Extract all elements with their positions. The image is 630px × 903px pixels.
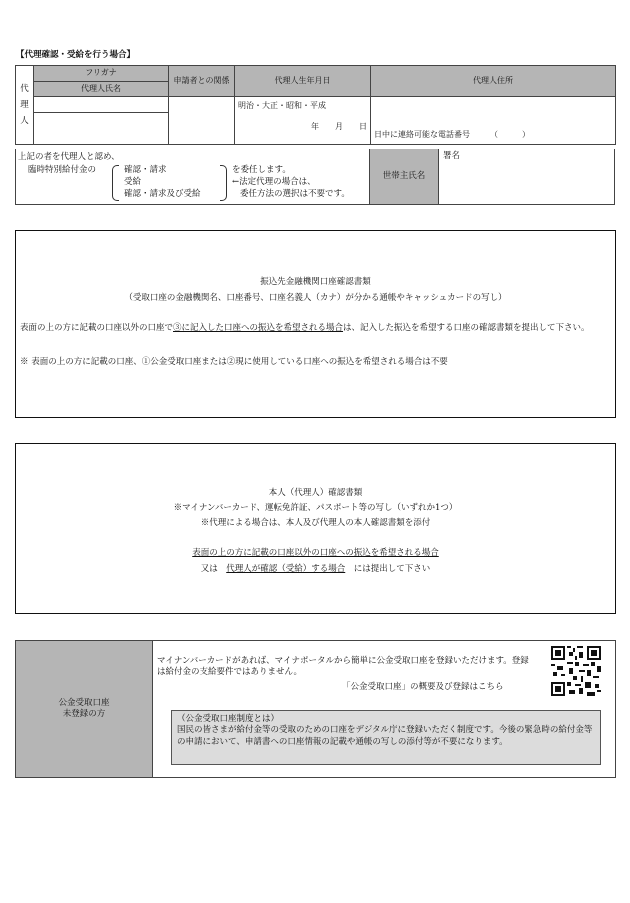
bank-body [20, 323, 611, 334]
bank-title: 振込先金融機関口座確認書類 [260, 277, 371, 287]
delegate-right-2: ←法定代理の場合は、 [232, 176, 316, 187]
id-title: 本人（代理人）確認書類 [268, 488, 363, 498]
public-account-text: マイナンバーカードがあれば、マイナポータルから簡単に公金受取口座を登録いただけます。登録は給付金の支給要件ではありません。 [157, 656, 529, 678]
public-account-label-1: 公金受取口座 [58, 697, 110, 708]
id-line2: ※代理による場合は、本人及び代理人の本人確認書類を添付 [200, 518, 431, 528]
furigana-header: フリガナ [34, 66, 169, 82]
address-header: 代理人住所 [371, 66, 616, 97]
id-line4-underlined: 代理人が確認（受給）する場合 [226, 564, 346, 574]
relation-header: 申請者との関係 [169, 66, 235, 97]
option-confirm[interactable]: 確認・請求 [124, 165, 167, 175]
delegation-row [15, 149, 615, 205]
option-both[interactable]: 確認・請求及び受給 [124, 188, 201, 199]
public-account-section [15, 640, 616, 778]
signature-label: 署名 [443, 151, 461, 161]
id-line3 [16, 548, 615, 559]
furigana-field[interactable] [34, 97, 169, 113]
delegate-line1: 上記の者を代理人と認め、 [18, 152, 120, 162]
qr-code-icon[interactable] [551, 646, 601, 696]
public-account-info-box [171, 710, 601, 765]
birth-header: 代理人生年月日 [235, 66, 371, 97]
phone-label: 日中に連絡可能な電話番号 （ ） [374, 130, 530, 140]
proxy-side-label: 代 理 人 [16, 66, 34, 145]
public-account-label [16, 641, 153, 777]
bracket-right [220, 165, 227, 201]
delegate-line2: 臨時特別給付金の [28, 165, 97, 175]
public-account-link[interactable]: 「公金受取口座」の概要及び登録はこちら [342, 682, 504, 692]
info-text: 国民の皆さまが給付金等の受取のための口座をデジタル庁に登録いただく制度です。今後の緊急時の給付金等の申請において、申請書への口座情報の記載や通帳の写しの添付等が不要になります。 [177, 725, 593, 747]
bank-body-pre: 表面の上の方に記載の口座以外の口座で [20, 323, 174, 333]
id-line4 [16, 564, 615, 575]
address-field[interactable] [371, 97, 616, 145]
proxy-table [15, 65, 616, 145]
info-title: （公金受取口座制度とは） [177, 714, 280, 724]
proxy-section-title: 【代理確認・受給を行う場合】 [16, 50, 136, 60]
bracket-left [112, 165, 119, 201]
signature-field[interactable] [438, 161, 613, 201]
bank-body-underlined: ③に記入した口座への振込を希望される場合 [173, 323, 344, 333]
id-line4-post: には提出して下さい [353, 564, 431, 574]
bank-note: ※ 表面の上の方に記載の口座、①公金受取口座または②現に使用している口座への振込を希望される場合は不要 [20, 357, 448, 367]
delegate-right [232, 165, 350, 201]
bank-body-post: は、記入した振込を希望する口座の確認書類を提出して下さい。 [343, 323, 590, 333]
relation-field[interactable] [169, 97, 235, 145]
birth-ymd: 年 月 日 [311, 121, 367, 131]
birth-field[interactable] [235, 97, 371, 145]
public-account-label-2: 未登録の方 [62, 709, 106, 719]
id-line1: ※マイナンバーカード、運転免許証、パスポート等の写し（いずれか1つ） [173, 503, 458, 513]
option-receive[interactable]: 受給 [124, 176, 142, 187]
id-line3-underlined: 表面の上の方に記載の口座以外の口座への振込を希望される場合 [192, 548, 439, 558]
id-document-box [15, 443, 616, 614]
delegate-options [124, 165, 201, 201]
bank-subtitle: （受取口座の金融機関名、口座番号、口座名義人（カナ）が分かる通帳やキャッシュカードの写し） [124, 293, 507, 303]
delegate-right-1: を委任します。 [232, 165, 291, 175]
name-field[interactable] [34, 113, 169, 145]
id-line4-pre: 又は [200, 564, 218, 574]
name-header: 代理人氏名 [34, 82, 169, 97]
delegate-right-3: 委任方法の選択は不要です。 [240, 188, 350, 199]
head-label: 世帯主氏名 [369, 149, 439, 204]
era-options: 明治・大正・昭和・平成 [238, 101, 326, 110]
bank-document-box [15, 230, 616, 418]
